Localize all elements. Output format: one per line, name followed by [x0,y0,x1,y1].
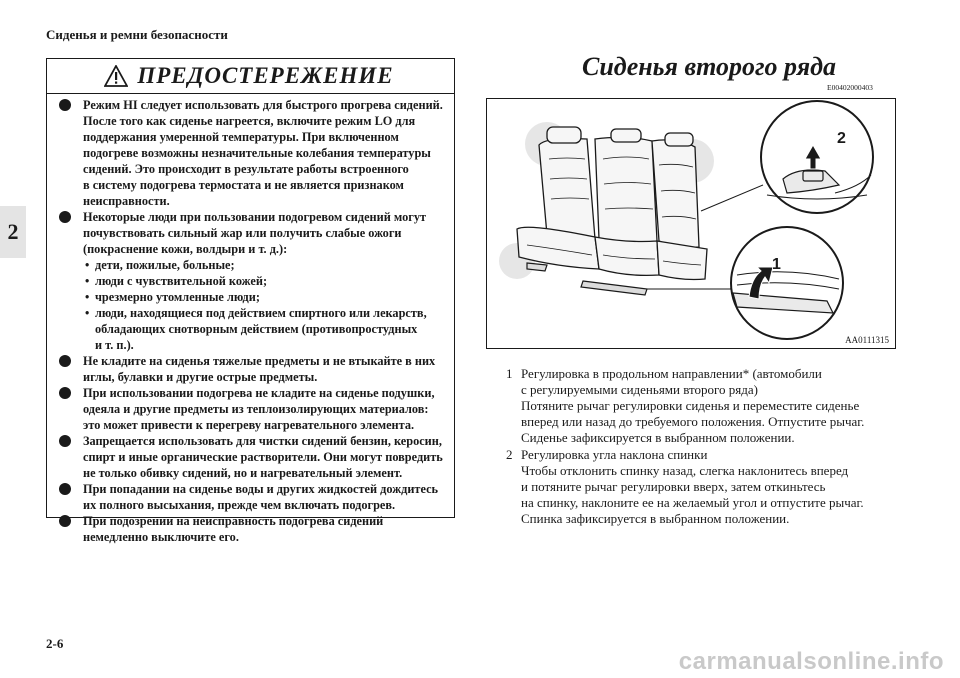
chapter-tab [0,206,26,258]
warning-line: При использовании подогрева не кладите на сиденье подушки, [83,386,435,400]
warning-line: поддержания умеренной температуры. При включенном [83,130,399,144]
step-item [506,366,896,446]
warning-item [55,433,446,481]
warning-subitem [55,257,446,273]
warning-item [55,97,446,209]
bullet-dot [59,99,71,111]
warning-line: люди с чувствительной кожей; [95,274,268,288]
warning-title: ПРЕДОСТЕРЕЖЕНИЕ [137,63,394,88]
warning-line: почувствовать сильный жар или получить слабые ожоги [83,226,402,240]
warning-line: чрезмерно утомленные люди; [95,290,260,304]
step-number: 2 [506,447,513,462]
chapter-number: 2 [7,219,19,244]
warning-triangle-icon [104,65,128,87]
callout-1: 1 [772,256,781,273]
step-line: Регулировка в продольном направлении* (автомобили [521,366,822,381]
running-header: Сиденья и ремни безопасности [46,27,228,42]
warning-item [55,481,446,513]
sub-bullet: • [85,290,90,304]
bullet-dot [59,211,71,223]
warning-header [47,59,454,94]
warning-line: При попадании на сиденье воды и других жидкостей дождитесь [83,482,439,496]
step-line: вперед или назад до требуемого положения. Отпустите рычаг. [521,414,865,429]
step-line: с регулируемыми сиденьями второго ряда) [521,382,759,397]
warning-line: При подозрении на неисправность подогрева сидений [83,514,384,528]
warning-item [55,353,446,385]
step-line: Потяните рычаг регулировки сиденья и переместите сиденье [521,398,860,413]
callout-2: 2 [837,130,846,147]
step-line: Регулировка угла наклона спинки [521,447,708,462]
step-item [506,447,896,527]
figure-code: AA0111315 [845,335,889,345]
step-line: и потяните рычаг регулировки вверх, затем откиньтесь [521,479,826,494]
warning-subitem [55,305,446,353]
warning-line: не только обивку сидений, но и нагревательный элемент. [83,466,403,480]
warning-line: Не кладите на сиденья тяжелые предметы и не втыкайте в них [83,354,436,368]
bullet-dot [59,355,71,367]
warning-line: Запрещается использовать для чистки сидений бензин, керосин, [83,434,442,448]
warning-line: Некоторые люди при пользовании подогревом сидений могут [83,210,427,224]
warning-line: дети, пожилые, больные; [95,258,235,272]
step-line: Спинка зафиксируется в выбранном положении. [521,511,790,526]
warning-line: немедленно выключите его. [83,530,239,544]
warning-subitem [55,273,446,289]
step-line: Сиденье зафиксируется в выбранном положении. [521,430,795,445]
warning-line: неисправности. [83,194,170,208]
section-title: Сиденья второго ряда [582,52,836,81]
warning-line: обладающих снотворным действием (противопростудных [95,322,418,336]
warning-box [46,58,455,544]
warning-line: люди, находящиеся под действием спиртного или лекарств, [95,306,427,320]
sub-bullet: • [85,258,90,272]
sub-bullet: • [85,274,90,288]
rear-seat-illustration [487,99,895,348]
warning-line: иглы, булавки и другие острые предметы. [83,370,318,384]
bullet-dot [59,515,71,527]
warning-item [55,209,446,257]
warning-line: сидений. Это происходит в результате работы встроенного [83,162,409,176]
warning-line: одеяла и другие предметы из теплоизолирующих материалов: [83,402,429,416]
warning-line: и т. п.). [95,338,134,352]
sub-bullet: • [85,306,90,320]
step-line: на спинку, наклоните ее на желаемый угол и отпустите рычаг. [521,495,864,510]
warning-item [55,513,446,545]
watermark-text: carmanualsonline.info [678,648,944,675]
step-line: Чтобы отклонить спинку назад, слегка наклонитесь вперед [521,463,849,478]
warning-line: подогреве возможны незначительные колебания температуры [83,146,431,160]
adjustment-steps [506,366,896,528]
warning-line: это может привести к перегреву нагревательного элемента. [83,418,415,432]
warning-body [47,94,454,545]
warning-line: спирт и иные органические растворители. Они могут повредить [83,450,443,464]
bullet-dot [59,387,71,399]
bullet-dot [59,435,71,447]
warning-item [55,385,446,433]
step-number: 1 [506,366,513,381]
section-code: E00402000403 [827,83,873,92]
bullet-dot [59,483,71,495]
warning-line: в систему подогрева термостата и не является признаком [83,178,404,192]
page-number: 2-6 [46,636,64,651]
seat-illustration [486,98,896,349]
warning-line: Режим HI следует использовать для быстрого прогрева сидений. [83,98,443,112]
warning-line: (покраснение кожи, волдыри и т. д.): [83,242,288,256]
warning-subitem [55,289,446,305]
warning-line: их полного высыхания, прежде чем включать подогрев. [83,498,396,512]
warning-line: После того как сиденье нагреется, включите режим LO для [83,114,416,128]
